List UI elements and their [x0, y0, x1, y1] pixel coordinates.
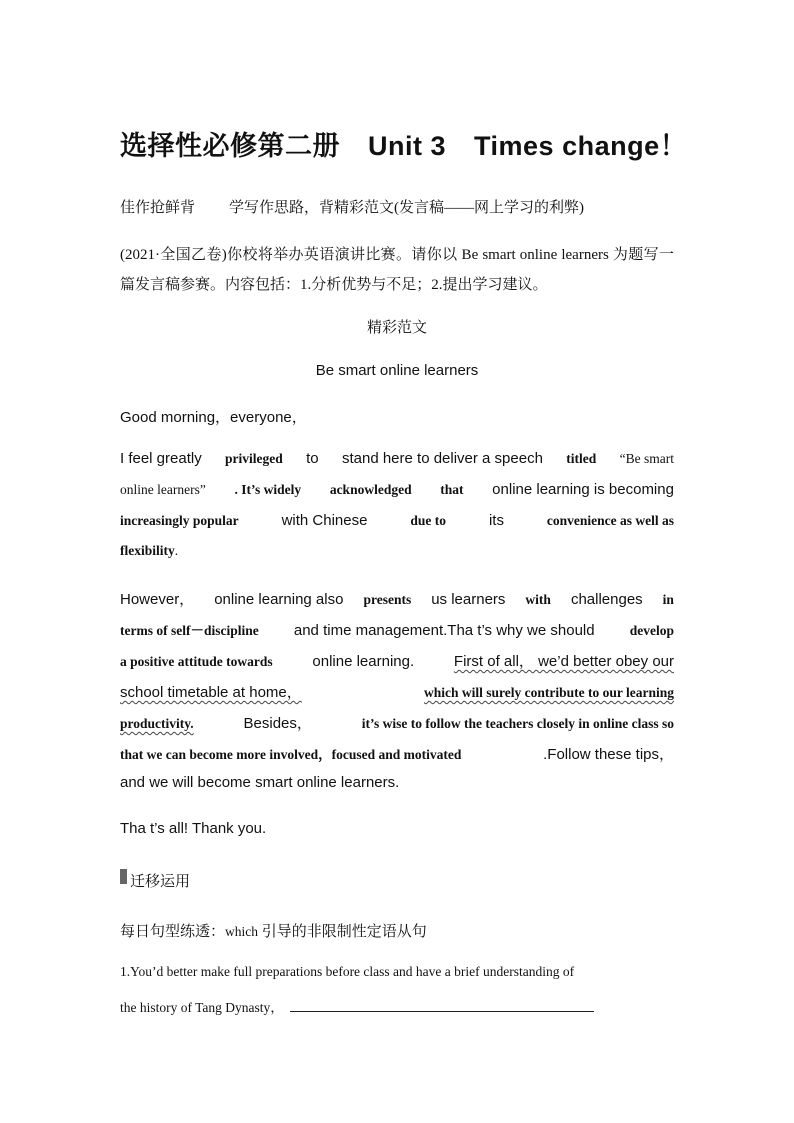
daily-pattern-heading: [120, 920, 427, 941]
essay-title: Be smart online learners: [315, 362, 479, 379]
paragraph-2-line-7: and we will become smart online learners.: [120, 774, 400, 791]
paragraph-2-line-5: productivity. Besides， it’s wise to follow the teachers closely in online class so: [120, 715, 674, 732]
question-1-text: the history of Tang Dynasty，: [120, 1000, 284, 1015]
paragraph-2-line-6: that we can become more involved，focused and motivated .Follow these tips，: [120, 746, 674, 763]
essay-section-label: 精彩范文: [366, 320, 427, 336]
section-heading-practice: [120, 870, 190, 891]
daily-description: 引导的非限制性定语从句: [258, 924, 427, 940]
title-topic: Times change！: [474, 131, 688, 161]
title-unit: Unit 3: [368, 131, 447, 161]
intro-description: 学写作思路，背精彩范文(发言稿——网上学习的利弊): [229, 200, 585, 216]
paragraph-2-line-2: terms of self－discipline and time management.Tha t’s why we should develop: [120, 622, 674, 639]
page-title: [120, 124, 687, 163]
question-1-line-1: 1.You’d better make full preparations before class and have a brief understanding of: [120, 964, 575, 979]
paragraph-2-line-4: school timetable at home， which will surely contribute to our learning: [120, 684, 674, 701]
section-title: 迁移运用: [130, 874, 191, 890]
paragraph-2-line-1: However， online learning also presents us learners with challenges in: [120, 591, 674, 608]
paragraph-2-line-3: a positive attitude towards online learning. First of all， we’d better obey our: [120, 653, 674, 670]
essay-closing: Tha t’s all! Thank you.: [120, 820, 267, 837]
daily-keyword: which: [225, 924, 259, 939]
essay-greeting: Good morning，everyone，: [120, 409, 307, 426]
section-marker-icon: [120, 869, 127, 884]
paragraph-1-line-1: I feel greatly privileged to stand here to deliver a speech titled “Be smart: [120, 450, 674, 467]
daily-label: 每日句型练透：: [120, 924, 226, 940]
intro-line: [120, 196, 674, 217]
paragraph-1-line-3: increasingly popular with Chinese due to its convenience as well as: [120, 512, 674, 529]
paragraph-1-line-2: online learners” . It’s widely acknowledged that online learning is becoming: [120, 481, 674, 498]
answer-blank[interactable]: [290, 997, 594, 1012]
paragraph-1-line-4: flexibility .: [120, 543, 179, 558]
intro-label: 佳作抢鲜背: [120, 200, 196, 216]
question-1-line-2: [120, 996, 674, 1016]
title-chinese: 选择性必修第二册: [120, 131, 340, 161]
task-prompt: (2021·全国乙卷)你校将举办英语演讲比赛。请你以 Be smart online learners 为题写一篇发言稿参赛。内容包括：1.分析优势与不足；2.提出学习建议。: [120, 247, 674, 293]
